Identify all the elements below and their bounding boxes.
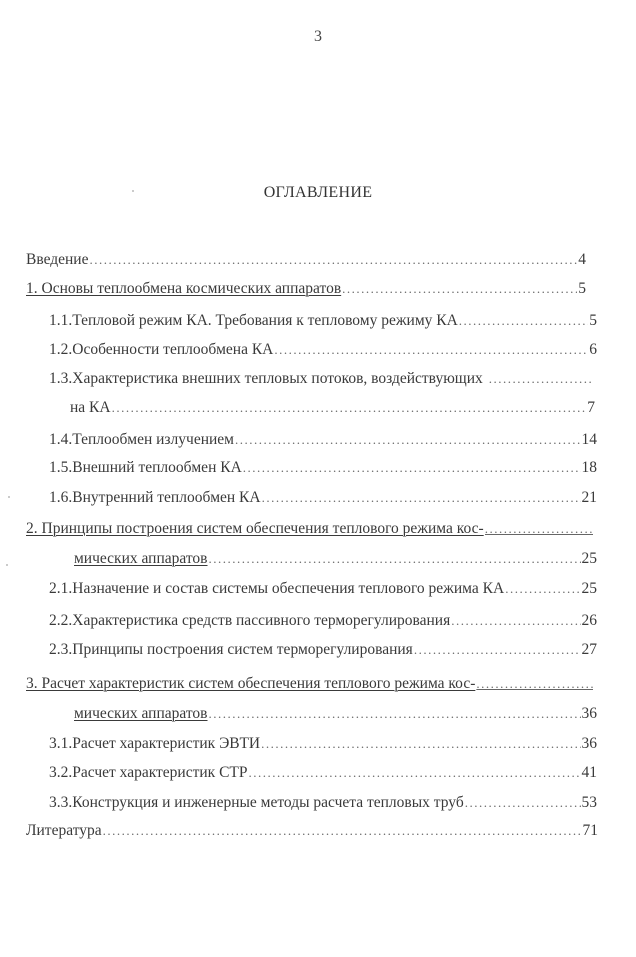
toc-entry-page: 27 (581, 641, 597, 658)
toc-entry-2-3[interactable] (49, 640, 597, 660)
dot-leader (274, 340, 588, 360)
toc-entry-page: 7 (587, 399, 595, 416)
toc-entry-label: Литература (26, 822, 102, 839)
toc-entry-label: 1.5.Внешний теплообмен КА (49, 459, 242, 476)
toc-entry-page: 4 (578, 251, 586, 268)
dot-leader (489, 369, 593, 389)
toc-entry-label: 2.1.Назначение и состав системы обеспечения теплового режима КА (49, 580, 505, 597)
toc-entry-label: 1.1.Тепловой режим КА. Требования к тепловому режиму КА (49, 312, 458, 329)
toc-entry-label: 2. Принципы построения систем обеспечения теплового режима кос- (26, 520, 484, 537)
toc-entry-label: 3. Расчет характеристик систем обеспечения теплового режима кос- (26, 675, 476, 692)
toc-entry-label: 1.4.Теплообмен излучением (49, 431, 234, 448)
dot-leader (209, 549, 581, 569)
dot-leader (209, 704, 581, 724)
toc-entry-3-3[interactable] (49, 793, 597, 813)
toc-entry-label: мических аппаратов (74, 705, 208, 722)
toc-entry-chapter-3[interactable] (26, 674, 594, 694)
dot-leader (89, 250, 577, 270)
toc-entry-page: 36 (581, 735, 597, 752)
toc-entry-page: 25 (581, 580, 597, 597)
scan-speck (8, 496, 10, 498)
toc-entry-page: 71 (582, 822, 598, 839)
toc-entry-3-1[interactable] (49, 734, 597, 754)
toc-entry-label: Введение (26, 251, 89, 268)
dot-leader (476, 674, 593, 694)
scan-speck (6, 564, 8, 566)
toc-entry-label: 3.3.Конструкция и инженерные методы расчета тепловых труб (49, 794, 464, 811)
dot-leader (465, 793, 581, 813)
dot-leader (249, 763, 581, 783)
toc-entry-label: 1.6.Внутренний теплообмен КА (49, 489, 261, 506)
toc-entry-page: 5 (589, 312, 597, 329)
toc-entry-page: 21 (581, 489, 597, 506)
toc-entry-label: 2.3.Принципы построения систем терморегулирования (49, 641, 413, 658)
toc-entry-page: 5 (578, 280, 586, 297)
toc-entry-chapter-2-continued[interactable] (74, 549, 597, 569)
toc-entry-label: на КА (70, 399, 111, 416)
toc-entry-3-2[interactable] (49, 763, 597, 783)
toc-entry-page: 18 (581, 459, 597, 476)
toc-entry-1-1[interactable] (49, 311, 597, 331)
toc-entry-label: 1.2.Особенности теплообмена КА (49, 341, 274, 358)
toc-entry-2-1[interactable] (49, 579, 597, 599)
toc-entry-label: 3.1.Расчет характеристик ЭВТИ (49, 735, 261, 752)
page-number: 3 (314, 28, 322, 45)
toc-entry-label: 1.3.Характеристика внешних тепловых потоков, воздействующих (49, 370, 483, 387)
toc-entry-label: 2.2.Характеристика средств пассивного терморегулирования (49, 612, 451, 629)
toc-entry-page: 41 (581, 764, 597, 781)
dot-leader (451, 611, 580, 631)
toc-entry-chapter-3-continued[interactable] (74, 704, 597, 724)
dot-leader (342, 279, 577, 299)
scan-speck (132, 190, 134, 192)
dot-leader (112, 398, 587, 418)
toc-entry-2-2[interactable] (49, 611, 597, 631)
toc-entry-label: мических аппаратов (74, 550, 208, 567)
toc-entry-page: 14 (581, 431, 597, 448)
dot-leader (414, 640, 581, 660)
toc-entry-page: 6 (589, 341, 597, 358)
toc-entry-page: 26 (581, 612, 597, 629)
dot-leader (261, 734, 580, 754)
toc-entry-chapter-2[interactable] (26, 519, 594, 539)
toc-entry-1-3-continued[interactable] (70, 398, 595, 418)
dot-leader (459, 311, 588, 331)
toc-title: ОГЛАВЛЕНИЕ (263, 184, 373, 201)
toc-entry-1-3[interactable] (49, 369, 594, 389)
toc-entry-page: 25 (581, 550, 597, 567)
toc-entry-page: 53 (581, 794, 597, 811)
toc-entry-1-4[interactable] (49, 430, 597, 450)
toc-entry-1-2[interactable] (49, 340, 597, 360)
dot-leader (243, 458, 581, 478)
toc-entry-literature[interactable] (26, 821, 598, 841)
dot-leader (103, 821, 582, 841)
toc-entry-label: 3.2.Расчет характеристик СТР (49, 764, 248, 781)
dot-leader (235, 430, 581, 450)
toc-entry-page: 36 (581, 705, 597, 722)
dot-leader (505, 579, 580, 599)
toc-entry-1-6[interactable] (49, 488, 597, 508)
toc-entry-1-5[interactable] (49, 458, 597, 478)
toc-entry-chapter-1[interactable] (26, 279, 586, 299)
dot-leader (485, 519, 593, 539)
toc-entry-introduction[interactable] (26, 250, 586, 270)
dot-leader (262, 488, 581, 508)
toc-entry-label: 1. Основы теплообмена космических аппаратов (26, 280, 342, 297)
